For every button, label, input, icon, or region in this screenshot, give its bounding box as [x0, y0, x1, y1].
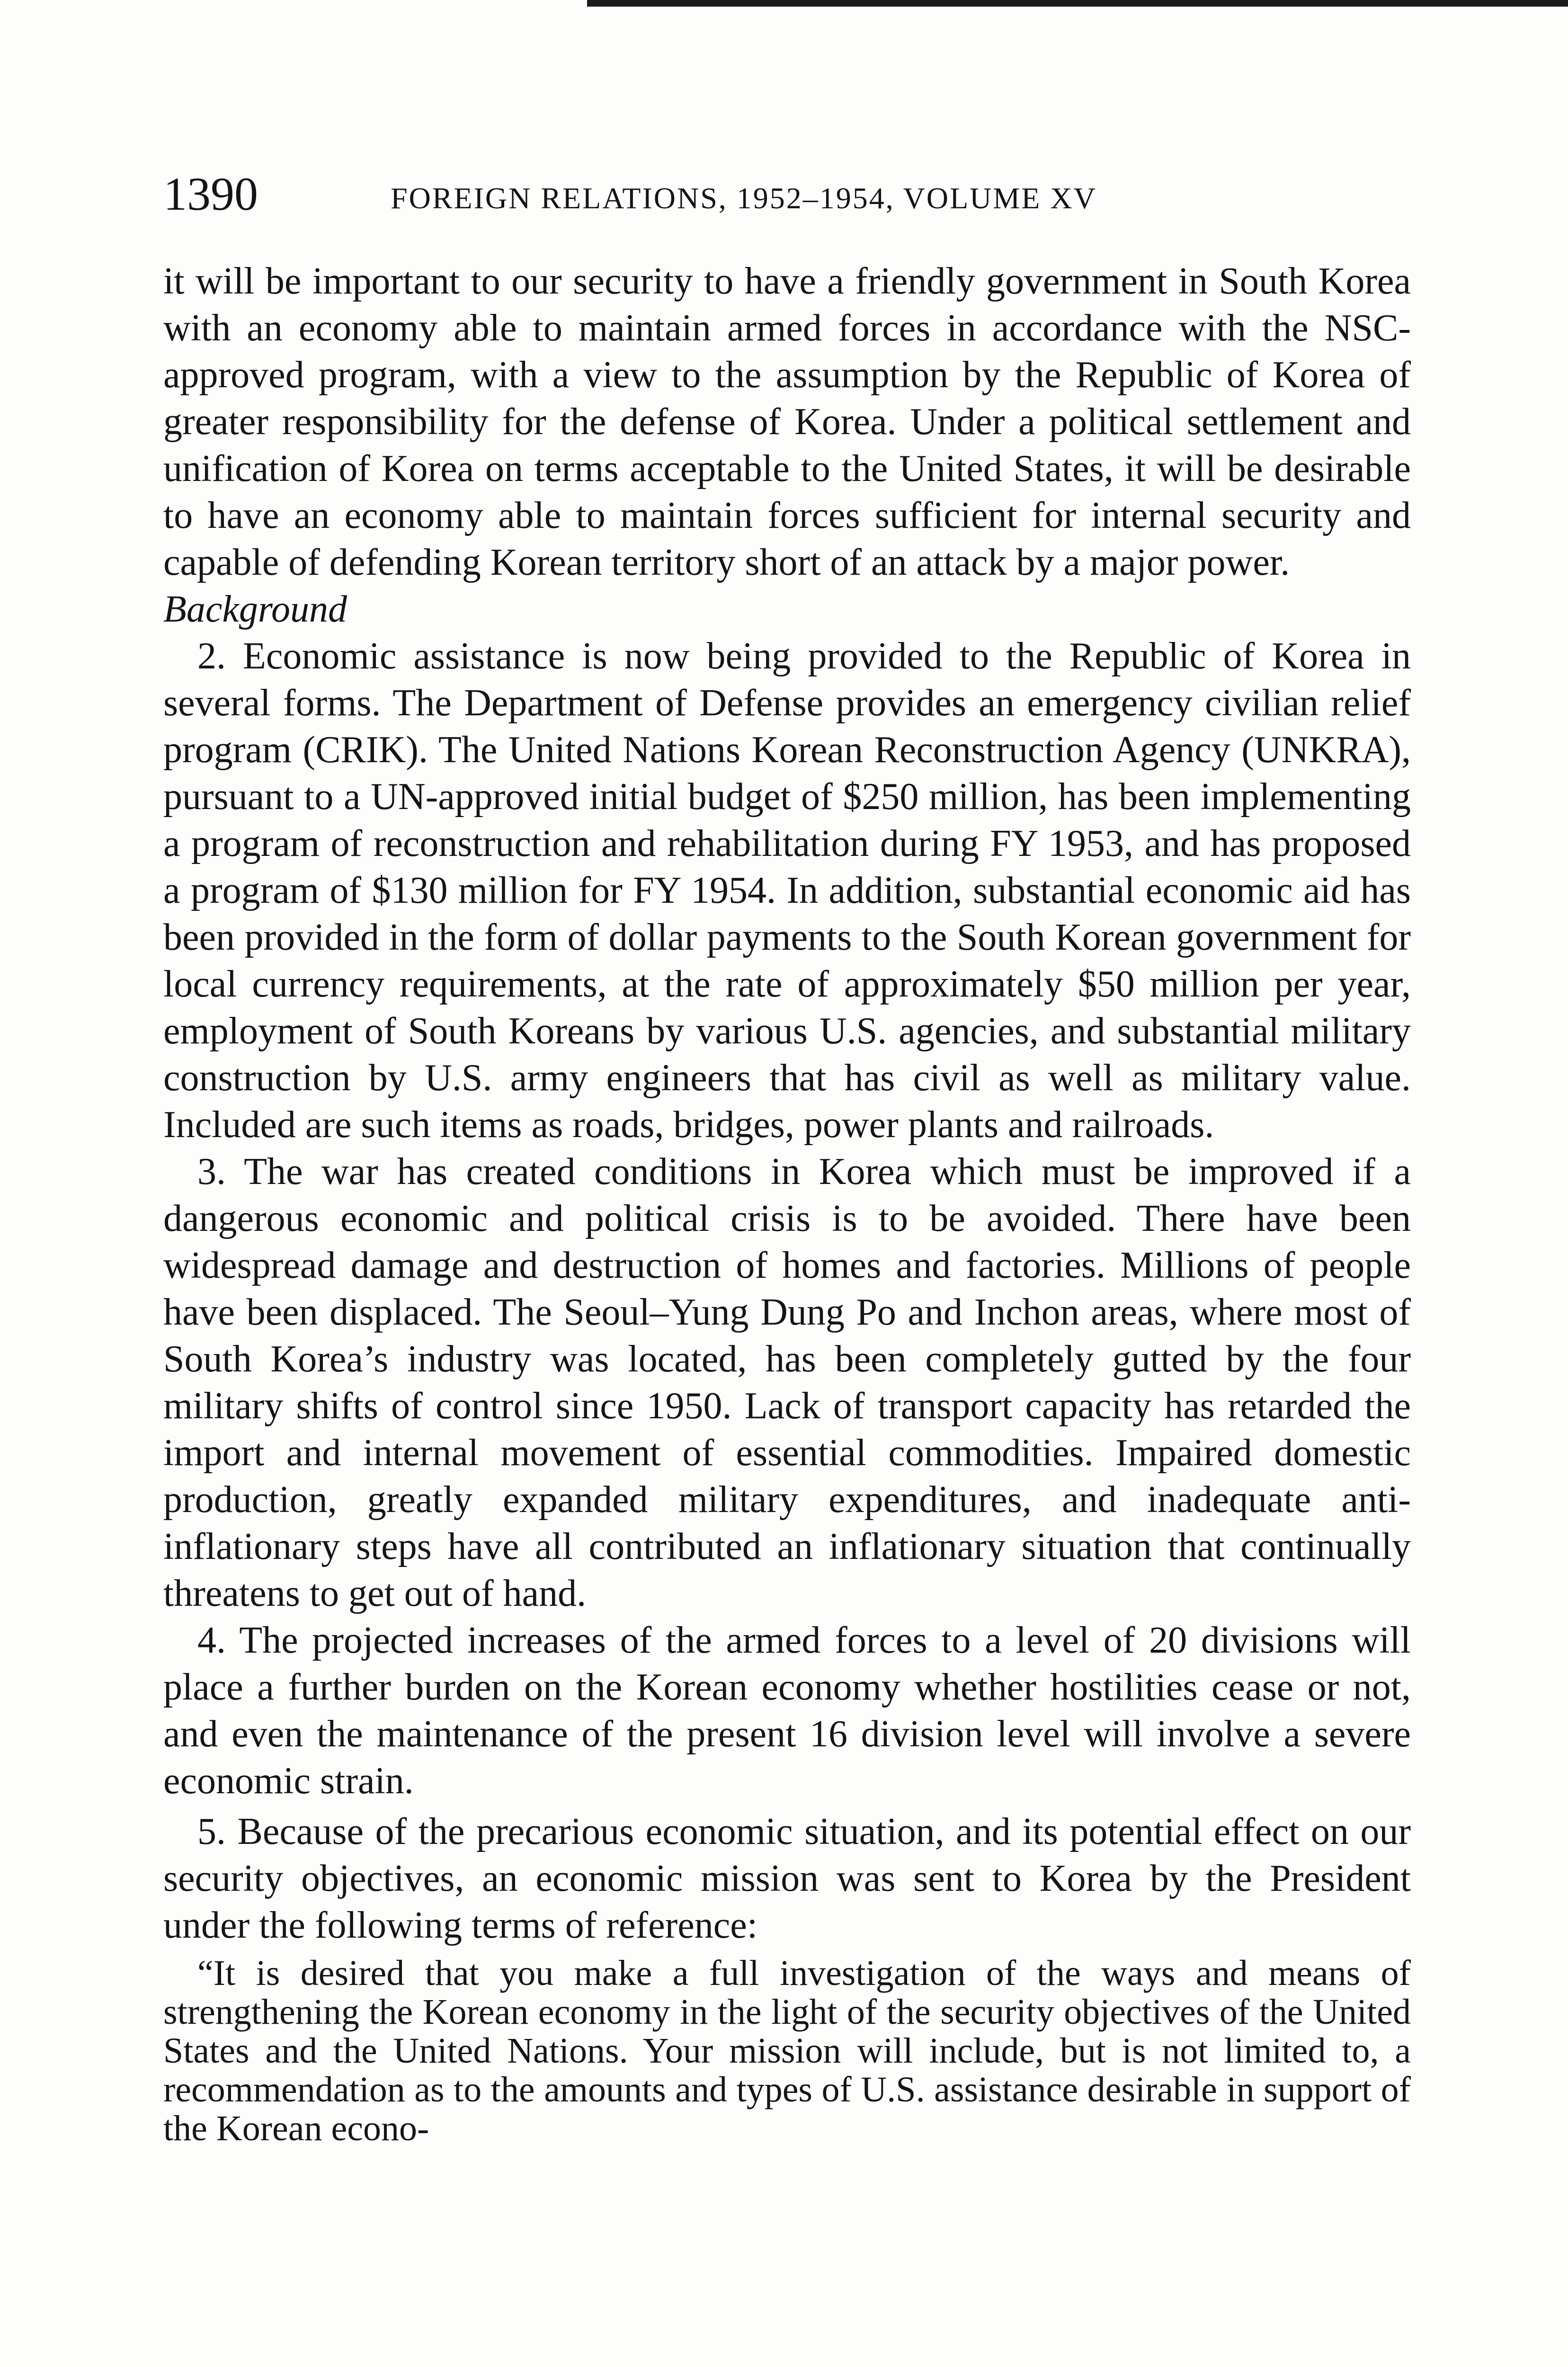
- top-edge-rule: [587, 0, 1568, 7]
- body-text: [163, 258, 1411, 2148]
- page-header: [163, 166, 1404, 227]
- quoted-terms-of-reference: “It is desired that you make a full investigation of the ways and means of strengthening the Korean economy in the light of the security objectives of the United States and the United Nations. Your mission will include, but is not limited to, a recommendation as to the amounts and types of U.S. assistance desirable in support of the Korean econo-: [163, 1953, 1411, 2148]
- paragraph-4: 4. The projected increases of the armed forces to a level of 20 divisions will place a further burden on the Korean economy whether hostilities cease or not, and even the maintenance of the present 16 division level will involve a severe economic strain.: [163, 1620, 1411, 1802]
- paragraph-3: 3. The war has created conditions in Korea which must be improved if a dangerous economic and political crisis is to be avoided. There have been widespread damage and destruction of homes and factories. Millions of people have been displaced. The Seoul–Yung Dung Po and Inchon areas, where most of South Korea’s industry was located, has been completely gutted by the four military shifts of control since 1950. Lack of transport capacity has retarded the import and internal movement of essential commodities. Impaired domestic production, greatly expanded military expenditures, and inadequate anti-inflationary steps have all contributed an inflationary situation that continually threatens to get out of hand.: [163, 1151, 1411, 1614]
- paragraph-5: 5. Because of the precarious economic situation, and its potential effect on our security objectives, an economic mission was sent to Korea by the President under the following terms of reference:: [163, 1811, 1411, 1946]
- paragraph-2: 2. Economic assistance is now being provided to the Republic of Korea in several forms. The Department of Defense provides an emergency civilian relief program (CRIK). The United Nations Korean Reconstruction Agency (UNKRA), pursuant to a UN-approved initial budget of $250 million, has been implementing a program of reconstruction and rehabilitation during FY 1953, and has proposed a program of $130 million for FY 1954. In addition, substantial economic aid has been provided in the form of dollar payments to the South Korean government for local currency requirements, at the rate of approximately $50 million per year, employment of South Koreans by various U.S. agencies, and substantial military construction by U.S. army engineers that has civil as well as military value. Included are such items as roads, bridges, power plants and railroads.: [163, 635, 1411, 1146]
- running-head: FOREIGN RELATIONS, 1952–1954, VOLUME XV: [391, 181, 1097, 215]
- paragraph-intro: it will be important to our security to have a friendly government in South Korea with an economy able to maintain armed forces in accordance with the NSC-approved program, with a view to the assumption by the Republic of Korea of greater responsibility for the defense of Korea. Under a political settlement and unification of Korea on terms acceptable to the United States, it will be desirable to have an economy able to maintain forces sufficient for internal security and capable of defending Korean territory short of an attack by a major power.: [163, 260, 1411, 583]
- section-heading-background: Background: [163, 588, 347, 630]
- page-number: 1390: [163, 168, 258, 220]
